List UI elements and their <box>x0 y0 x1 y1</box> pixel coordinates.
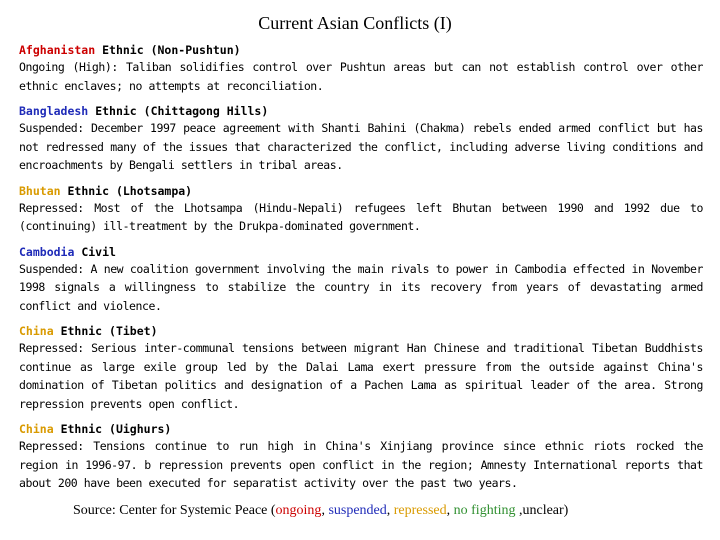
conflict-list <box>19 43 703 502</box>
entry-description: Repressed: Most of the Lhotsampa (Hindu-Nepali) refugees left Bhutan between 1990 and 1992 due to (continuing) ill-treatment by the Drukpa-dominated government. <box>19 200 703 233</box>
slide-title: Current Asian Conflicts (I) <box>258 13 452 33</box>
legend-unclear: ,unclear) <box>515 503 569 518</box>
entry-country: Bangladesh <box>19 104 89 118</box>
legend-separator: , <box>386 503 394 518</box>
entry-type: Ethnic (Lhotsampa) <box>67 183 193 198</box>
entry-country: Bhutan <box>19 183 61 198</box>
conflict-entry <box>19 43 703 95</box>
entry-country: Afghanistan <box>19 43 96 57</box>
conflict-entry <box>19 245 703 316</box>
entry-country: China <box>19 422 54 436</box>
legend-separator: , <box>446 503 454 518</box>
entry-heading <box>19 422 703 437</box>
legend-ongoing: ongoing <box>275 503 322 518</box>
entry-description: Ongoing (High): Taliban solidifies control over Pushtun areas but can not establish control over other ethnic enclaves; no attempts at reconciliation. <box>19 60 703 93</box>
entry-description: Suspended: December 1997 peace agreement with Shanti Bahini (Chakma) rebels ended armed conflict but has not redressed many of the issues that characterized the conflict, including adverse living conditions and encroachments by Bengali settlers in tribal areas. <box>19 121 703 172</box>
entry-heading <box>19 184 703 199</box>
source-note <box>73 503 568 519</box>
conflict-entry <box>19 422 703 493</box>
entry-description: Repressed: Serious inter-communal tensions between migrant Han Chinese and traditional Tibetan Buddhists continue as large exile group led by the Dalai Lama exert pressure from the outside against China's domination of Tibetan politics and designation of a Pachen Lama as spiritual leader of the area. Strong repression prevents open conflict. <box>19 341 703 411</box>
conflict-entry <box>19 184 703 236</box>
entry-type: Ethnic (Non-Pushtun) <box>102 43 241 57</box>
entry-heading <box>19 43 703 58</box>
legend-separator: , <box>321 503 329 518</box>
entry-description: Repressed: Tensions continue to run high in China's Xinjiang province since ethnic riots rocked the region in 1996-97. b repression prevents open conflict in the region; Amnesty International reports that about 200 have been executed for separatist activity over the past two years. <box>19 439 703 490</box>
entry-heading <box>19 324 703 339</box>
legend-suspended: suspended <box>328 503 387 518</box>
source-prefix: Source: Center for Systemic Peace ( <box>73 503 276 518</box>
entry-type: Ethnic (Chittagong Hills) <box>95 104 269 118</box>
entry-type: Ethnic (Tibet) <box>60 324 158 338</box>
conflict-entry <box>19 104 703 175</box>
entry-country: China <box>19 324 54 338</box>
entry-type: Civil <box>81 244 116 259</box>
entry-type: Ethnic (Uighurs) <box>60 422 172 436</box>
entry-heading <box>19 245 703 260</box>
entry-description: Suspended: A new coalition government involving the main rivals to power in Cambodia effected in November 1998 signals a willingness to stabilize the country in its recovery from years of devastating armed conflict and violence. <box>19 261 703 313</box>
legend-repressed: repressed <box>393 503 447 518</box>
legend-no-fighting: no fighting <box>453 503 516 518</box>
entry-heading <box>19 104 703 119</box>
conflict-entry <box>19 324 703 413</box>
entry-country: Cambodia <box>19 244 75 259</box>
